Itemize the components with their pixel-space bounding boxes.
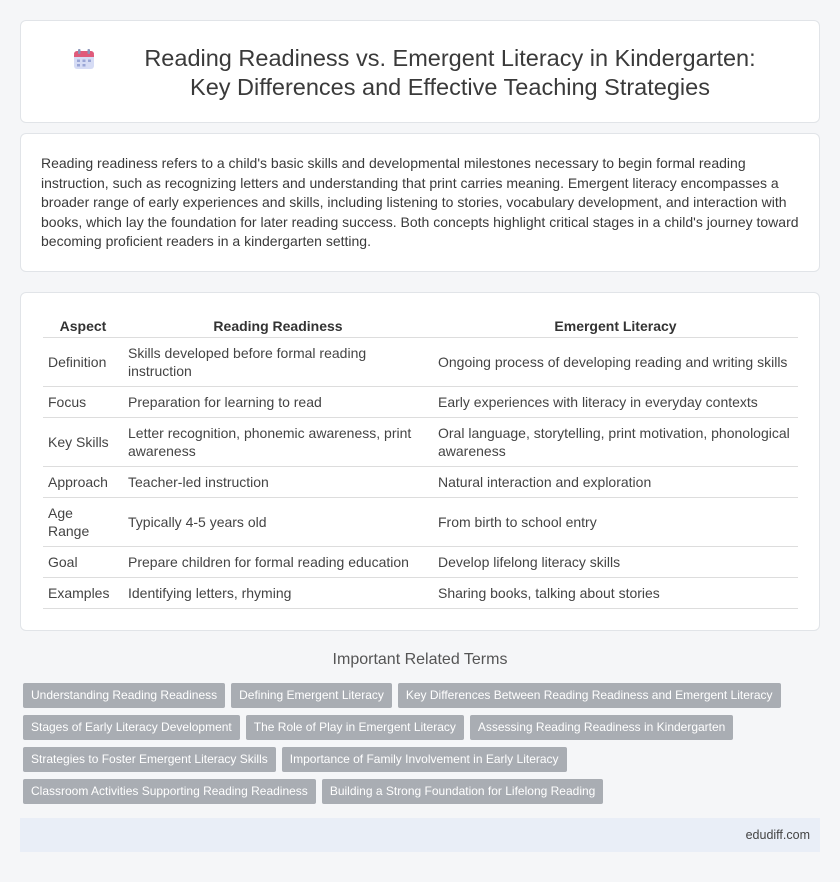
related-term-tag[interactable]: Stages of Early Literacy Development (23, 715, 240, 740)
related-term-tag[interactable]: The Role of Play in Emergent Literacy (246, 715, 464, 740)
intro-paragraph: Reading readiness refers to a child's basic skills and developmental milestones necessary to begin formal reading instruction, such as recognizing letters and understanding that print carries meaning. Emergent literacy encompasses a broader range of early experiences and skills, including listening to stories, vocabulary development, and interaction with books, which lay the foundation for later reading success. Both concepts highlight critical stages in a child's journey toward becoming proficient readers in a kindergarten setting. (41, 155, 799, 250)
related-terms-heading: Important Related Terms (332, 651, 508, 668)
tag-row (23, 779, 823, 811)
cell-aspect: Key Skills (43, 417, 123, 466)
comparison-table-card (20, 292, 820, 631)
cell-emergent-literacy: Early experiences with literacy in everyday contexts (433, 386, 798, 417)
cell-reading-readiness: Preparation for learning to read (123, 386, 433, 417)
cell-reading-readiness: Letter recognition, phonemic awareness, print awareness (123, 417, 433, 466)
cell-emergent-literacy: From birth to school entry (433, 497, 798, 546)
cell-reading-readiness: Skills developed before formal reading instruction (123, 337, 433, 386)
cell-reading-readiness: Typically 4-5 years old (123, 497, 433, 546)
related-term-tag[interactable]: Classroom Activities Supporting Reading Readiness (23, 779, 316, 804)
table-row (43, 546, 798, 577)
cell-aspect: Definition (43, 337, 123, 386)
cell-reading-readiness: Prepare children for formal reading education (123, 546, 433, 577)
page-title: Reading Readiness vs. Emergent Literacy in Kindergarten: Key Differences and Effective Teaching Strategies (144, 45, 756, 100)
cell-aspect: Age Range (43, 497, 123, 546)
cell-reading-readiness: Identifying letters, rhyming (123, 577, 433, 608)
intro-card (20, 133, 820, 272)
cell-aspect: Approach (43, 466, 123, 497)
related-terms-list (23, 683, 823, 811)
cell-aspect: Examples (43, 577, 123, 608)
related-term-tag[interactable]: Understanding Reading Readiness (23, 683, 225, 708)
table-row (43, 337, 798, 386)
header-reading-readiness: Reading Readiness (123, 315, 433, 337)
related-term-tag[interactable]: Importance of Family Involvement in Early Literacy (282, 747, 567, 772)
related-term-tag[interactable]: Strategies to Foster Emergent Literacy Skills (23, 747, 276, 772)
cell-emergent-literacy: Natural interaction and exploration (433, 466, 798, 497)
cell-emergent-literacy: Develop lifelong literacy skills (433, 546, 798, 577)
header-emergent-literacy: Emergent Literacy (433, 315, 798, 337)
tag-row (23, 747, 823, 779)
table-row (43, 497, 798, 546)
table-row (43, 466, 798, 497)
related-term-tag[interactable]: Key Differences Between Reading Readiness and Emergent Literacy (398, 683, 781, 708)
cell-emergent-literacy: Oral language, storytelling, print motivation, phonological awareness (433, 417, 798, 466)
table-header-row (43, 315, 798, 337)
table-row (43, 417, 798, 466)
related-term-tag[interactable]: Assessing Reading Readiness in Kindergarten (470, 715, 733, 740)
comparison-table (43, 315, 798, 609)
footer (20, 818, 820, 852)
related-term-tag[interactable]: Building a Strong Foundation for Lifelong Reading (322, 779, 604, 804)
header-aspect: Aspect (43, 315, 123, 337)
title-card (20, 20, 820, 123)
cell-emergent-literacy: Ongoing process of developing reading and writing skills (433, 337, 798, 386)
tag-row (23, 715, 823, 747)
cell-aspect: Goal (43, 546, 123, 577)
cell-reading-readiness: Teacher-led instruction (123, 466, 433, 497)
related-term-tag[interactable]: Defining Emergent Literacy (231, 683, 392, 708)
footer-site[interactable]: edudiff.com (745, 828, 810, 842)
tag-row (23, 683, 823, 715)
cell-aspect: Focus (43, 386, 123, 417)
table-row (43, 386, 798, 417)
cell-emergent-literacy: Sharing books, talking about stories (433, 577, 798, 608)
table-row (43, 577, 798, 608)
